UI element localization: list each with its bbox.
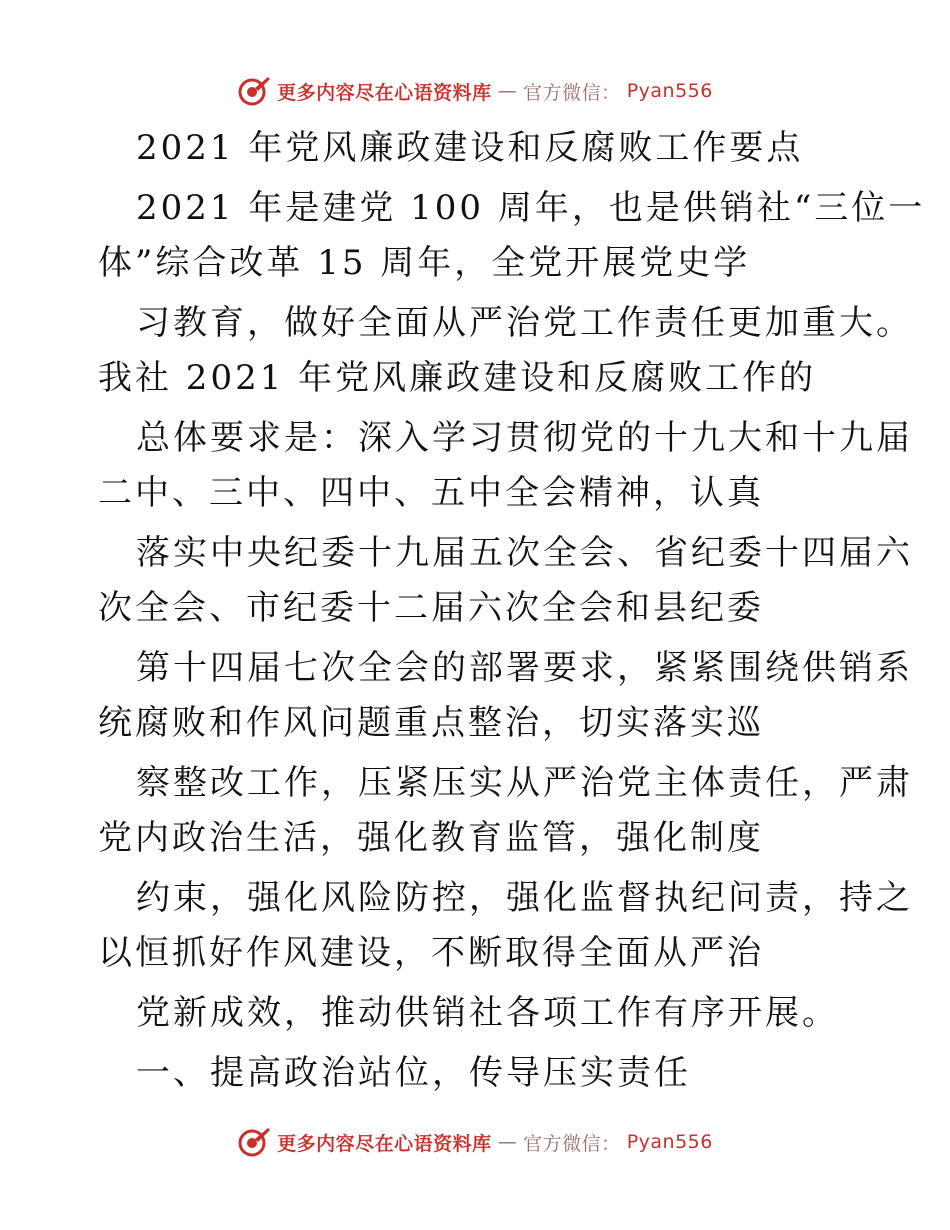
paragraph-line: 统腐败和作风问题重点整治，切实落实巡 — [98, 703, 764, 743]
watermark-brand-text: 更多内容尽在心语资料库 — [277, 1132, 492, 1155]
paragraph-line: 体”综合改革 15 周年，全党开展党史学 — [98, 243, 751, 283]
paragraph-line: 察整改工作，压紧压实从严治党主体责任，严肃 — [136, 763, 913, 803]
paragraph-line: 落实中央纪委十九届五次全会、省纪委十四届六 — [136, 533, 913, 573]
pen-circle-logo-icon — [237, 1125, 271, 1159]
paragraph-line: 次全会、市纪委十二届六次全会和县纪委 — [98, 588, 764, 628]
paragraph-line: 以恒抓好作风建设，不断取得全面从严治 — [98, 933, 764, 973]
paragraph-line: 约束，强化风险防控，强化监督执纪问责，持之 — [136, 878, 913, 918]
watermark-header — [0, 74, 950, 108]
watermark-footer — [0, 1125, 950, 1159]
document-title: 2021 年党风廉政建设和反腐败工作要点 — [136, 128, 804, 168]
paragraph-line: 习教育，做好全面从严治党工作责任更加重大。 — [136, 303, 913, 343]
paragraph-line: 二中、三中、四中、五中全会精神，认真 — [98, 473, 764, 513]
paragraph-line: 党内政治生活，强化教育监管，强化制度 — [98, 818, 764, 858]
watermark-separator: — — [497, 80, 518, 102]
section-heading: 一、提高政治站位，传导压实责任 — [136, 1053, 691, 1093]
paragraph-line: 我社 2021 年党风廉政建设和反腐败工作的 — [98, 358, 817, 398]
pen-circle-logo-icon — [237, 74, 271, 108]
watermark-brand-text: 更多内容尽在心语资料库 — [277, 81, 492, 104]
watermark-wechat-id: Pyan556 — [626, 80, 713, 102]
watermark-separator: — — [497, 1131, 518, 1153]
paragraph-line: 第十四届七次全会的部署要求，紧紧围绕供销系 — [136, 648, 913, 688]
watermark-wechat-label: 官方微信： — [523, 1132, 621, 1155]
watermark-wechat-label: 官方微信： — [523, 81, 621, 104]
paragraph-line: 党新成效，推动供销社各项工作有序开展。 — [136, 993, 839, 1033]
paragraph-line: 总体要求是：深入学习贯彻党的十九大和十九届 — [136, 418, 913, 458]
watermark-wechat-id: Pyan556 — [626, 1131, 713, 1153]
paragraph-line: 2021 年是建党 100 周年，也是供销社“三位一 — [136, 188, 926, 228]
